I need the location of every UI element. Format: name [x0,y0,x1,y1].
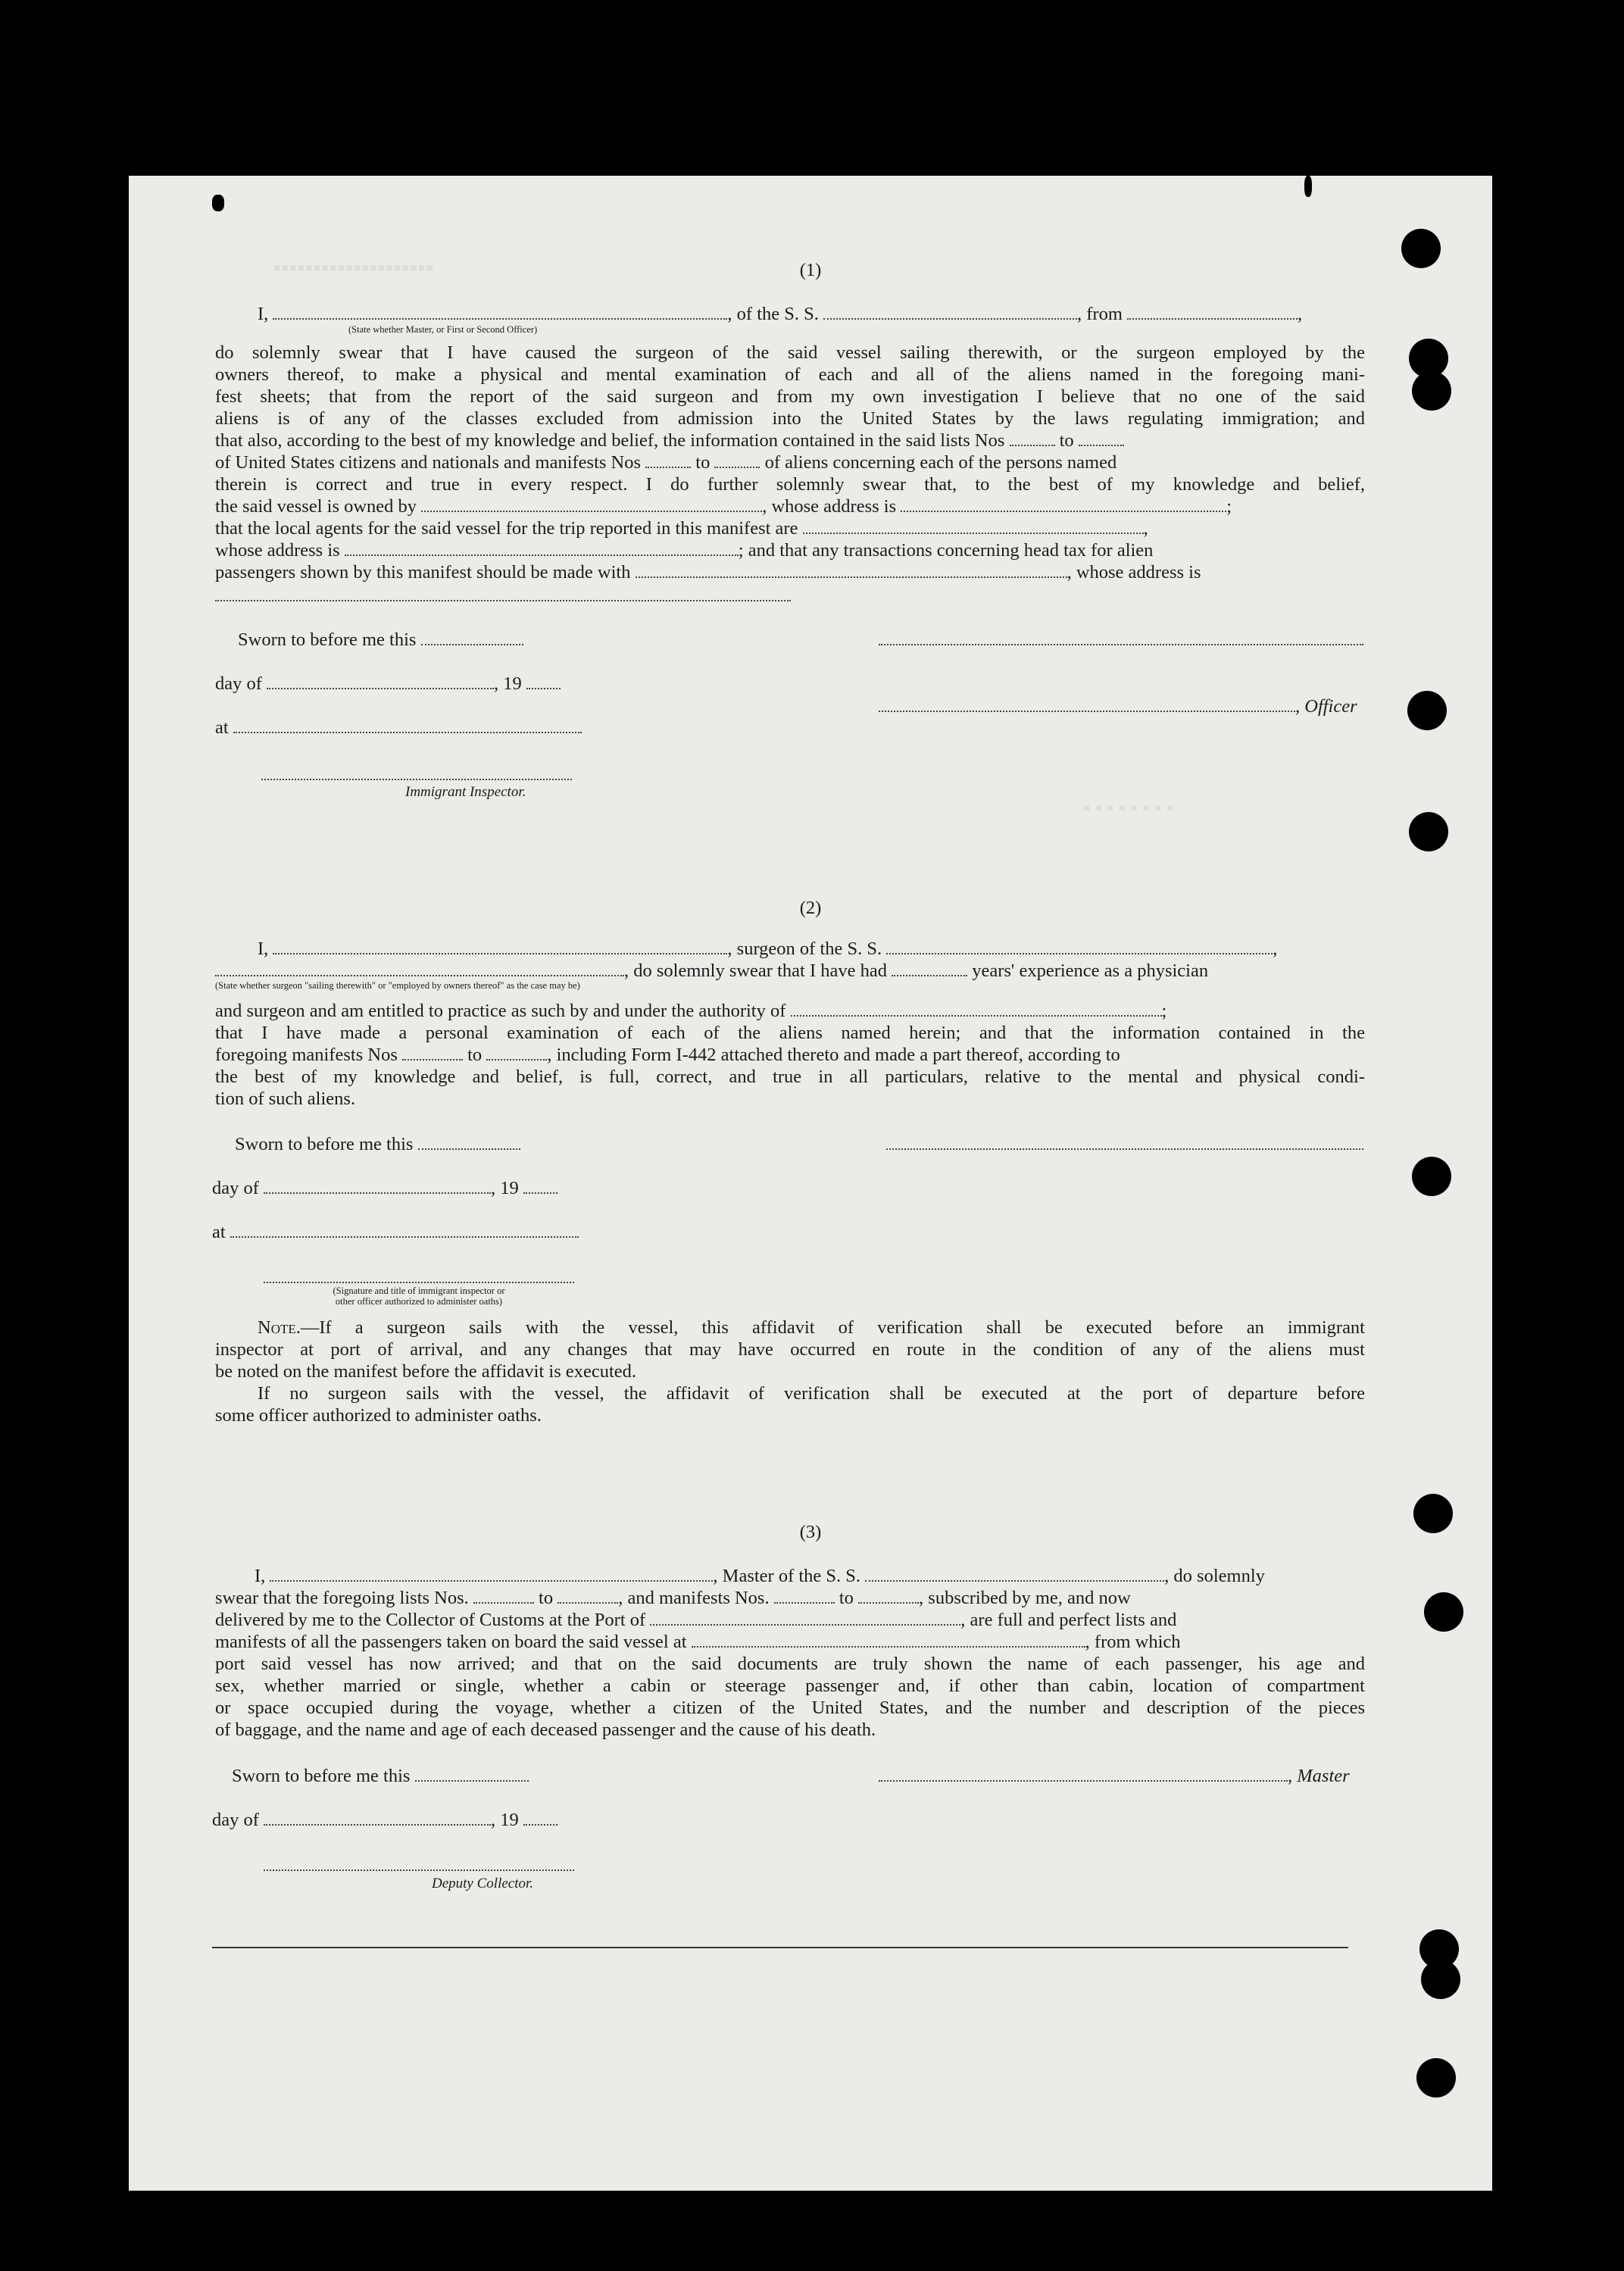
s1-lists-line: that also, according to the best of my knowledge and belief, the information contained in the said lists Nos [215,430,1005,451]
s2-i-label: I, [258,939,269,959]
s1-address-line: whose address is [215,540,340,561]
s1-day-label: day of [215,673,262,694]
s2-note-text: —If a surgeon sails with the vessel, this affidavit of verification shall be executed before an immigrant [300,1317,1365,1338]
section-2-number: (2) [799,898,822,918]
s1-ss-label: , of the S. S. [727,304,819,324]
punch-hole [1421,1960,1460,1999]
s2-surgeon-signature-line [886,1148,1363,1150]
s3-sworn-label: Sworn to before me this [232,1766,411,1786]
s1-inspector-label: Immigrant Inspector. [405,784,526,800]
punch-hole [1407,691,1447,730]
bleed-through: ▪▪▪▪▪▪▪▪▪▪▪▪▪▪▪▪▪▪▪▪ [273,255,434,280]
s2-manifests-line: foregoing manifests Nos [215,1045,398,1065]
s2-surgeon-note: (State whether surgeon "sailing therewith" or "employed by owners thereof" as the case may be) [215,980,580,991]
s2-note-text: some officer authorized to administer oaths. [215,1405,542,1426]
s2-note-label: Note. [258,1317,301,1338]
s1-officer-signature-line [879,644,1363,645]
s1-body-line: aliens is of any of the classes excluded from admission into the United States by the laws regulating immigration; and [215,408,1365,429]
s1-i-label: I, [258,304,269,324]
section-1-number: (1) [799,260,822,280]
s2-note-text: be noted on the manifest before the affidavit is executed. [215,1361,637,1382]
s1-body-line: fest sheets; that from the report of the said surgeon and from my own investigation I believe that no one of the said [215,386,1365,407]
s1-inspector-signature-line [261,779,572,780]
s1-officer-note: (State whether Master, or First or Second Officer) [348,324,538,335]
s2-body-line: the best of my knowledge and belief, is full, correct, and true in all particulars, relative to the mental and physical condi- [215,1067,1365,1087]
bottom-rule [212,1947,1348,1948]
s2-at-label: at [212,1222,226,1242]
s2-body-line: tion of such aliens. [215,1089,356,1109]
punch-hole [1409,812,1448,851]
s1-body-line: therein is correct and true in every respect. I do further solemnly swear that, to the best of my knowledge and belief, [215,474,1365,495]
s1-officer-label: , Officer [1295,696,1357,717]
s1-owner-line: the said vessel is owned by [215,496,417,517]
bleed-through: ▪ ▪ ▪ ▪ ▪ ▪ ▪ ▪ [1083,797,1174,819]
s3-port-line: delivered by me to the Collector of Customs at the Port of [215,1610,646,1630]
s2-swear-label: , do solemnly swear that I have had [624,961,887,981]
s3-day-label: day of [212,1810,259,1830]
punch-hole [1416,2058,1456,2098]
section-3-number: (3) [799,1522,822,1542]
s3-master-label: , Master [1288,1766,1350,1786]
s2-sig-note-2: other officer authorized to administer oaths) [335,1296,503,1307]
ink-mark [212,195,224,211]
s2-sig-note-1: (Signature and title of immigrant inspector or [333,1285,505,1296]
s3-body-line: port said vessel has now arrived; and that on the said documents are truly shown the name of each passenger, his age and [215,1654,1365,1674]
s2-inspector-signature-line [264,1282,574,1283]
s3-deputy-label: Deputy Collector. [432,1876,534,1891]
s3-body-line: or space occupied during the voyage, whether a citizen of the United States, and the number and description of the pieces [215,1698,1365,1718]
s1-agents-line: that the local agents for the said vessel for the trip reported in this manifest are [215,518,798,539]
ink-mark [1304,176,1312,197]
s1-manifests-line: of United States citizens and nationals and manifests Nos [215,452,642,473]
s3-body-line: of baggage, and the name and age of each deceased passenger and the cause of his death. [215,1720,876,1740]
s1-from-label: , from [1077,304,1123,324]
s3-lists-line: swear that the foregoing lists Nos. [215,1588,469,1608]
s2-body-line: that I have made a personal examination of each of the aliens named herein; and that the information contained in the [215,1023,1365,1043]
s1-sworn-label: Sworn to before me this [238,629,417,650]
punch-hole [1424,1592,1463,1632]
s2-authority-line: and surgeon and am entitled to practice as such by and under the authority of [215,1001,786,1021]
s1-at-label: at [215,717,229,738]
s3-deputy-signature-line [264,1870,574,1871]
punch-hole [1412,371,1451,411]
s1-body-line: do solemnly swear that I have caused the surgeon of the said vessel sailing therewith, or the surgeon employed by the [215,342,1365,363]
s2-note-text: inspector at port of arrival, and any changes that may have occurred en route in the condition of any of the aliens must [215,1339,1365,1360]
s1-headtax-line: passengers shown by this manifest should be made with [215,562,631,583]
form-page: ▪▪▪▪▪▪▪▪▪▪▪▪▪▪▪▪▪▪▪▪ ▪ ▪ ▪ ▪ ▪ ▪ ▪ ▪ (1) I, , of the S. S. , from , (State whether Master, or First or Second Officer) do solemnly swear that I have caused the surgeon of the said vessel sailing therewith, or the surgeon employed by the owners thereof, to make a physical and mental examination of each and all of the aliens named in the foregoing mani- fest sheets; that from the report of the said surgeon and from my own investigation I believe that no one of the said aliens is of any of the classes excluded from admission into the United States by the laws regulating immigration; and that also, according to the best of my knowledge and belief, the information contained in the said lists Nos to of United States citizens and nationals and manifests Nos to of aliens concerning each of the persons named therein is correct and true in every respect. I do further solemnly swear that, to the best of my knowledge and belief, the said vessel is owned by , whose address is ; that the local agents for the said vessel for the trip reported in this manifest are , whose address is ; and that any transactions concerning head tax for alien passengers shown by this manifest should be made with , whose address is Sworn to before me this day of , 19 , Officer at Immigrant Inspector. (2) I, , surgeon of the S. S. , , do solemnly swear that I have had years' experience as a physician (State whether surgeon "sailing therewith" or "employed by owners thereof" as the case may be) and surgeon and am entitled to practice as such by and under the authority of ; that I have made a personal examination of each of the aliens named herein; and that the information contained in the foregoing manifests Nos to , including Form I-442 attached thereto and made a part thereof, according to the best of my knowledge and belief, is full, correct, and true in all particulars, relative to the mental and physical condi- tion of such aliens. Sworn to before me this day of , 19 at (Signature and title of immigrant inspector or other officer authorized to administer oaths) Note.—If a surgeon sails with the vessel, this affidavit of verification shall be executed before an immigrant inspector at port of arrival, and any changes that may have occurred en route in the condition of any of the aliens must be noted on the manifest before the affidavit is executed. If no surgeon sails with the vessel, the affidavit of verification shall be executed at the port of departure before some officer authorized to administer oaths. (3) I, , Master of the S. S. , do solemnly swear that the foregoing lists Nos. to , and manifests Nos. to , subscribed by me, and now delivered by me to the Collector of Customs at the Port of , are full and perfect lists and manifests of all the passengers taken on board the said vessel at , from which port said vessel has now arrived; and that on the said documents are truly shown the name of each passenger, his age and sex, whether married or single, whether a cabin or steerage passenger and, if other than cabin, location of compartment or space occupied during the voyage, whether a citizen of the United States, and the number and description of the pieces of baggage, and the name and age of each deceased passenger and the cause of his death. Sworn to before me this , Master day of , 19 Deputy Collector. [129,176,1492,2191]
s2-day-label: day of [212,1178,259,1198]
s2-sworn-label: Sworn to before me this [235,1134,414,1154]
punch-hole [1412,1157,1451,1196]
s3-i-label: I, [255,1566,266,1586]
s3-body-line: sex, whether married or single, whether a cabin or steerage passenger and, if other than cabin, location of compartment [215,1676,1365,1696]
s2-note-text: If no surgeon sails with the vessel, the affidavit of verification shall be executed at the port of departure before [258,1383,1365,1404]
s1-body-line: owners thereof, to make a physical and mental examination of each and all of the aliens named in the foregoing mani- [215,364,1365,385]
s3-boarded-line: manifests of all the passengers taken on board the said vessel at [215,1632,687,1652]
